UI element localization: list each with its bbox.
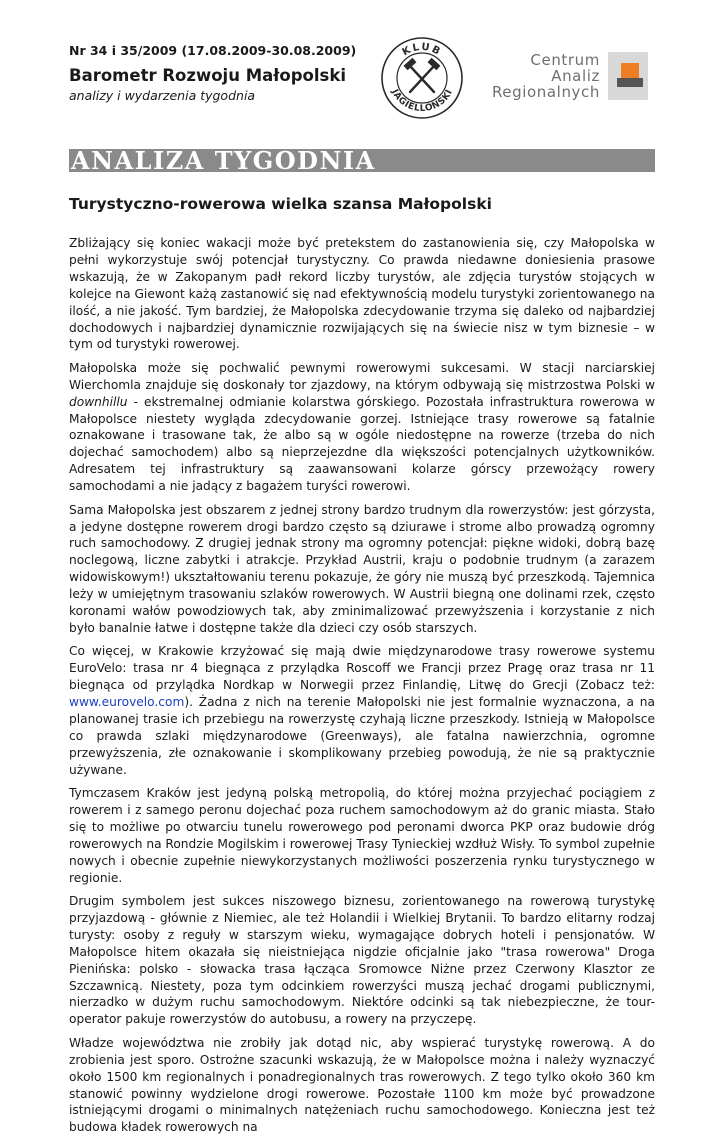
car-mark-orange-square xyxy=(621,63,639,79)
car-logo-mark-icon xyxy=(608,52,648,100)
article-paragraph-5: Tymczasem Kraków jest jedyną polską metropolią, do której można przyjechać pociągiem z rowerem i z samego peronu dojechać poza ruchem samochodowym aż do granic miasta. Stało się to możliwe po otwarciu tunelu rowerowego pod peronami dworca PKP oraz budowie dróg rowerowych na Rondzie Mogilskim i rowerowej Trasy Tynieckiej wzdłuż Wisły. To symbol zupełnie nowych i obecnie zupełnie niewykorzystanych możliwości poszerzenia rynku turystycznego w regionie. xyxy=(69,786,655,885)
article-body xyxy=(69,235,655,1143)
downhill-term: downhillu xyxy=(69,394,128,409)
svg-text:KLUB: KLUB xyxy=(400,41,444,59)
article-paragraph-1: Zbliżający się koniec wakacji może być pretekstem do zastanowienia się, czy Małopolska w pełni wykorzystuje swój potencjał turystyczny. Co prawda niedawne doniesienia prasowe wskazują, że w Zakopanym padł rekord liczby turystów, ale zdjęcia turystów stojących w kolejce na Giewont każą zastanowić się nad efektywnością modelu turystyki zorientowanego na ilość, a nie jakość. Tym bardziej, że Małopolska zdecydowanie trzyma się daleko od najbardziej dochodowych i najbardziej dynamicznie rozwijających się na świecie nisz w tym biznesie – w tym od turystyki rowerowej. xyxy=(69,236,655,352)
car-line-1: Centrum xyxy=(530,51,600,69)
issue-number: Nr 34 i 35/2009 (17.08.2009-30.08.2009) xyxy=(69,43,357,58)
paragraph-4-part-b: ). Żadna z nich na terenie Małopolski nie jest formalnie wyznaczona, a na planowanej trasie ich przebiegu na rowerzystę czyhają liczne przeszkody. Istnieją w Małopolsce co prawda szlaki międzynarodowe (Greenways), ale fatalna nawierzchnia, ogromne przewyższenia, złe oznakowanie i skomplikowany przebieg powodują, że nie są praktycznie używane. xyxy=(69,695,655,777)
article-paragraph-3: Sama Małopolska jest obszarem z jednej strony bardzo trudnym dla rowerzystów: jest górzysta, a jedyne dostępne rowerem drogi bardzo często są dziurawe i strome albo prowadzą ogromny ruch samochodowy. Z drugiej jednak strony ma ogromny potencjał: piękne widoki, dobrą bazę noclegową, liczne zabytki i atrakcje. Przykład Austrii, kraju o podobnie trudnym (a zarazem widowiskowym!) ukształtowaniu terenu pokazuje, że góry nie muszą być przeszkodą. Tajemnica leży w umiejętnym trasowaniu szlaków rowerowych. W Austrii biegną one dolinami rzek, często koronami wałów powodziowych tak, aby zminimalizować przewyższenia i korzystanie z nich było banalnie łatwe i dostępne także dla dzieci czy osób starszych. xyxy=(69,502,655,635)
car-line-3: Regionalnych xyxy=(491,83,600,101)
section-banner-title: ANALIZA TYGODNIA xyxy=(71,146,376,175)
publication-subtitle: analizy i wydarzenia tygodnia xyxy=(69,88,256,103)
eurovelo-link[interactable]: www.eurovelo.com xyxy=(69,695,185,710)
svg-text:JAGIELLOŃSKI: JAGIELLOŃSKI xyxy=(389,88,455,115)
paragraph-2-part-a: Małopolska może się pochwalić pewnymi rowerowymi sukcesami. W stacji narciarskiej Wierchomla znajduje się doskonały tor zjazdowy, na którym odbywają się mistrzostwa Polski w xyxy=(69,360,655,392)
article-paragraph-7: Władze województwa nie zrobiły jak dotąd nic, aby wspierać turystykę rowerową. A do zrobienia jest sporo. Ostrożne szacunki wskazują, że w Małopolsce można i należy wyznaczyć około 1500 km regionalnych i ponadregionalnych tras rowerowych. Z tego tylko około 360 km stanowić powinny wydzielone drogi rowerowe. Pozostałe 1100 km może być prowadzone istniejącymi drogami o minimalnych natężeniach ruchu samochodowego. Konieczna jest też budowa kładek rowerowych na xyxy=(69,1035,655,1135)
crossed-hammers-icon xyxy=(404,58,441,92)
centrum-analiz-regionalnych-logo xyxy=(484,50,660,102)
klub-jagiellonski-logo xyxy=(380,36,464,120)
klub-jagiellonski-emblem xyxy=(380,36,464,120)
article-paragraph-2 xyxy=(69,360,655,495)
publication-title: Barometr Rozwoju Małopolski xyxy=(69,66,346,85)
paragraph-4-part-a: Co więcej, w Krakowie krzyżować się mają dwie międzynarodowe trasy rowerowe systemu EuroVelo: trasa nr 4 biegnąca z przylądka Roscoff we Francji przez Pragę oraz trasa nr 11 biegnąca od przylądka Nordkap w Norwegii przez Finlandię, Litwę do Grecji (Zobacz też: xyxy=(69,644,655,693)
car-line-2: Analiz xyxy=(551,67,600,85)
paragraph-2-part-b: - ekstremalnej odmianie kolarstwa górskiego. Pozostała infrastruktura rowerowa w Małopolsce niestety wygląda zdecydowanie gorzej. Istniejące trasy rowerowe są fatalnie oznakowane i trasowane tak, że albo są w ogóle niedostępne na rowerze (trzeba do nich dojechać samochodem) albo są nieprzejezdne dla większości potencjalnych użytkowników. Adresatem tej infrastruktury są zaawansowani kolarze górscy przewożący rowery samochodami a nie jadący z bagażem turyści rowerowi. xyxy=(69,394,655,494)
car-logo-text xyxy=(492,52,600,100)
car-mark-dark-bar xyxy=(617,78,643,87)
article-title: Turystyczno-rowerowa wielka szansa Małopolski xyxy=(69,195,492,213)
section-banner xyxy=(69,146,655,175)
article-paragraph-6: Drugim symbolem jest sukces niszowego biznesu, zorientowanego na rowerową turystykę przyjazdową - głównie z Niemiec, ale też Holandii i Wielkiej Brytanii. To bardzo elitarny rodzaj turysty: osoby z reguły w starszym wieku, wymagające dobrych hoteli i pensjonatów. W Małopolsce hitem okazała się nieistniejąca nigdzie oficjalnie jako "trasa rowerowa" Droga Pienińska: polsko - słowacka trasa łącząca Sromowce Niżne przez Czerwony Klasztor ze Szczawnicą. Niestety, poza tym odcinkiem rowerzyści muszą jechać drogami publicznymi, nierzadko w dużym ruchu samochodowym. Niektóre odcinki są tak niebezpieczne, że tour- operator pakuje rowerzystów do autobusu, a rowery na przyczepę. xyxy=(69,894,655,1027)
article-paragraph-4 xyxy=(69,643,655,778)
